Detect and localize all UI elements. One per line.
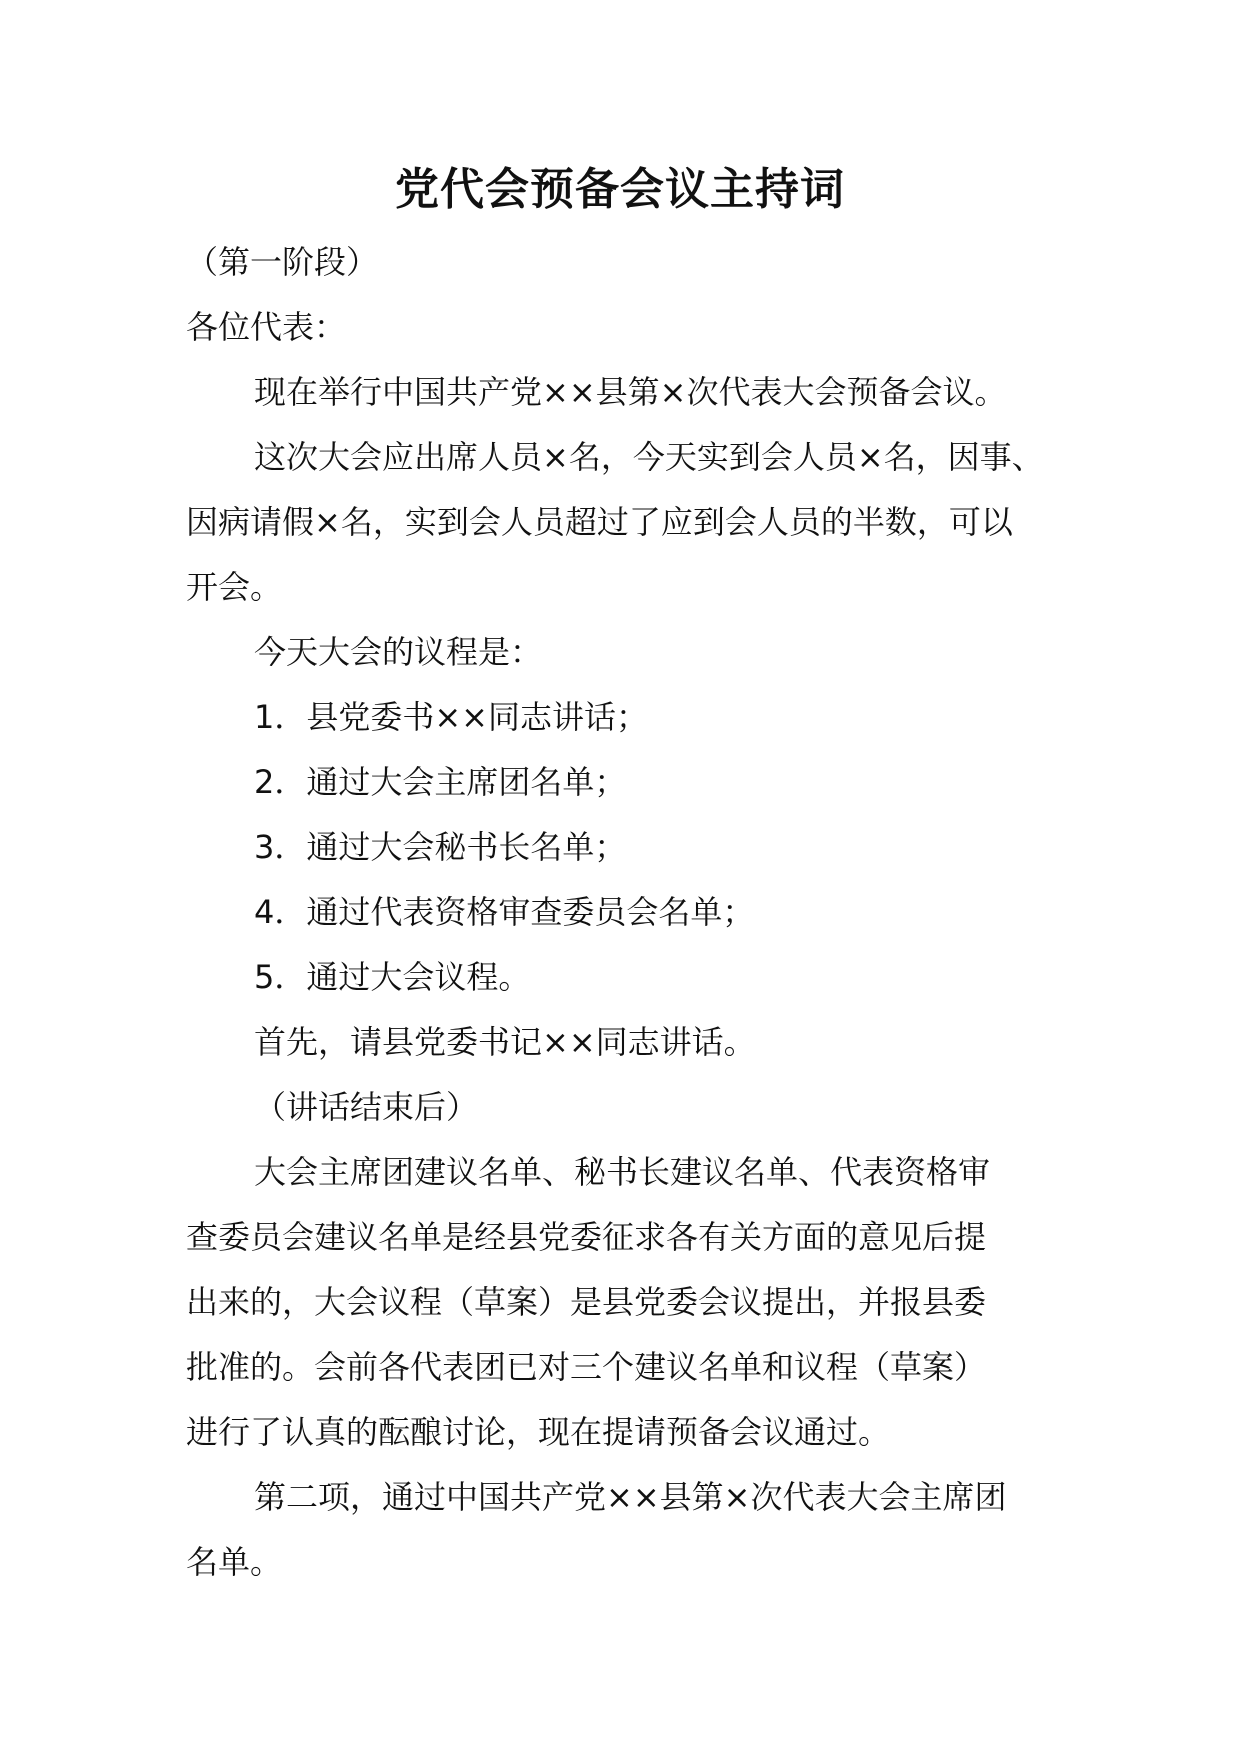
document-line: 出来的，大会议程（草案）是县党委会议提出，并报县委 — [186, 1283, 987, 1321]
document-line: 首先，请县党委书记××同志讲话。 — [254, 1023, 756, 1061]
document-line: 开会。 — [186, 568, 283, 606]
document-line: 5．通过大会议程。 — [254, 958, 531, 996]
document-line: 第二项，通过中国共产党××县第×次代表大会主席团 — [254, 1478, 1007, 1516]
document-line: 今天大会的议程是： — [254, 633, 543, 671]
document-line: （第一阶段） — [186, 243, 379, 281]
document-line: 大会主席团建议名单、秘书长建议名单、代表资格审 — [254, 1153, 991, 1191]
document-line: 2．通过大会主席团名单； — [254, 763, 627, 801]
document-line: 查委员会建议名单是经县党委征求各有关方面的意见后提 — [186, 1218, 987, 1256]
document-line: 名单。 — [186, 1543, 283, 1581]
document-line: 因病请假×名，实到会人员超过了应到会人员的半数，可以 — [186, 503, 1013, 541]
document-line: 进行了认真的酝酿讨论，现在提请预备会议通过。 — [186, 1413, 891, 1451]
document-body — [186, 230, 1066, 1595]
document-title: 党代会预备会议主持词 — [395, 164, 845, 215]
document-line: （讲话结束后） — [254, 1088, 479, 1126]
document-line: 各位代表： — [186, 308, 347, 346]
document-line: 批准的。会前各代表团已对三个建议名单和议程（草案） — [186, 1348, 987, 1386]
document-line: 1．县党委书××同志讲话； — [254, 698, 648, 736]
document-line: 3．通过大会秘书长名单； — [254, 828, 627, 866]
document-line: 这次大会应出席人员×名，今天实到会人员×名，因事、 — [254, 438, 1044, 476]
document-line: 现在举行中国共产党××县第×次代表大会预备会议。 — [254, 373, 1007, 411]
document-line: 4．通过代表资格审查委员会名单； — [254, 893, 755, 931]
